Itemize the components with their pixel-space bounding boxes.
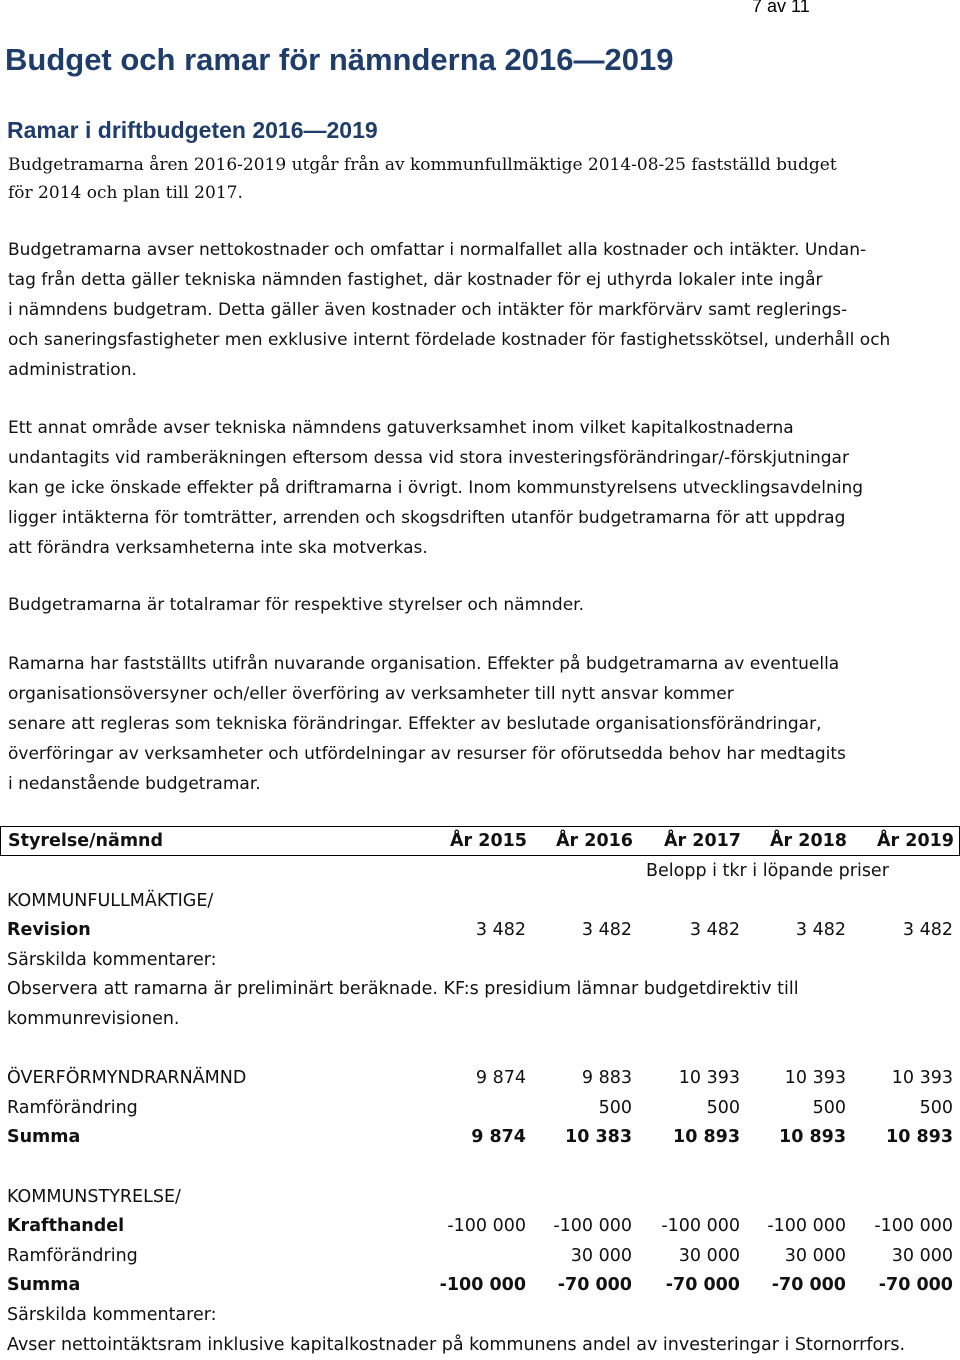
table-cell: -100 000: [439, 1275, 526, 1296]
table-row: [0, 945, 960, 975]
table-cell: 500: [812, 1097, 846, 1118]
intro-line: för 2014 och plan till 2017.: [8, 183, 243, 203]
table-cell: -70 000: [771, 1275, 846, 1296]
header-year: År 2018: [770, 831, 847, 851]
table-cell: 10 383: [565, 1127, 632, 1148]
body-paragraph-gatu: [8, 413, 953, 563]
table-row: [0, 1211, 960, 1241]
table-cell: -100 000: [767, 1216, 846, 1237]
paragraph-line: undantagits vid ramberäkningen eftersom dessa vid stora investeringsförändringar/-förskjutningar: [8, 448, 849, 468]
table-cell: 9 874: [475, 1068, 526, 1089]
table-note-row: [0, 856, 960, 886]
table-cell: -70 000: [878, 1275, 953, 1296]
comment-line: Avser nettointäktsram inklusive kapitalkostnader på kommunens andel av investeringar i Stornorrfors.: [7, 1334, 906, 1355]
paragraph-line: kan ge icke önskade effekter på driftramarna i övrigt. Inom kommunstyrelsens utvecklingsavdelning: [8, 478, 864, 498]
page-title: Budget och ramar för nämnderna 2016—2019: [5, 42, 674, 77]
table-cell: -100 000: [874, 1216, 953, 1237]
table-cell: 9 874: [471, 1127, 526, 1148]
body-paragraph-totalramar: [8, 590, 953, 620]
table-cell: -70 000: [665, 1275, 740, 1296]
table-cell: 30 000: [784, 1245, 846, 1266]
intro-line: Budgetramarna åren 2016-2019 utgår från av kommunfullmäktige 2014-08-25 fastställd budget: [8, 155, 837, 175]
table-header: [0, 826, 960, 856]
comment-line: Observera att ramarna är preliminärt beräknade. KF:s presidium lämnar budgetdirektiv till: [7, 979, 799, 1000]
table-row: [0, 1330, 960, 1360]
table-cell: 10 393: [891, 1068, 953, 1089]
table-cell: 500: [706, 1097, 740, 1118]
table-cell: -100 000: [447, 1216, 526, 1237]
table-cell: 3 482: [689, 920, 740, 941]
table-cell: -70 000: [557, 1275, 632, 1296]
header-name: Styrelse/nämnd: [8, 831, 164, 851]
row-label: ÖVERFÖRMYNDRARNÄMND: [7, 1068, 247, 1089]
paragraph-line: administration.: [8, 360, 137, 380]
budget-table: [0, 826, 960, 1359]
paragraph-line: i nedanstående budgetramar.: [8, 774, 261, 794]
paragraph-line: överföringar av verksamheter och utfördelningar av resurser för oförutsedda behov har medtagits: [8, 744, 846, 764]
table-cell: -100 000: [553, 1216, 632, 1237]
paragraph-line: Budgetramarna avser nettokostnader och omfattar i normalfallet alla kostnader och intäkter. Undan-: [8, 240, 867, 260]
table-cell: -100 000: [661, 1216, 740, 1237]
table-row: [0, 1063, 960, 1093]
table-cell: 30 000: [891, 1245, 953, 1266]
amount-note: Belopp i tkr i löpande priser: [646, 861, 889, 881]
header-year: År 2019: [877, 831, 954, 851]
comment-label: Särskilda kommentarer:: [7, 1304, 217, 1325]
row-label: Revision: [7, 920, 91, 941]
table-cell: 30 000: [678, 1245, 740, 1266]
table-cell: 3 482: [795, 920, 846, 941]
paragraph-line: Budgetramarna är totalramar för respektive styrelser och nämnder.: [8, 595, 585, 615]
header-year: År 2016: [556, 831, 633, 851]
table-row: [0, 1093, 960, 1123]
comment-label: Särskilda kommentarer:: [7, 949, 217, 970]
paragraph-line: Ett annat område avser tekniska nämndens gatuverksamhet inom vilket kapitalkostnaderna: [8, 418, 794, 438]
table-row: [0, 915, 960, 945]
row-label: Summa: [7, 1275, 81, 1296]
table-cell: 30 000: [570, 1245, 632, 1266]
paragraph-line: senare att regleras som tekniska förändringar. Effekter av beslutade organisationsförändringar,: [8, 714, 822, 734]
paragraph-line: Ramarna har fastställts utifrån nuvarande organisation. Effekter på budgetramarna av eventuella: [8, 654, 840, 674]
table-row: [0, 974, 960, 1004]
table-cell: 3 482: [475, 920, 526, 941]
row-spacer: [0, 1034, 960, 1064]
kf-heading: KOMMUNFULLMÄKTIGE/: [7, 890, 214, 911]
body-paragraph-organisation: [8, 649, 953, 799]
paragraph-line: och saneringsfastigheter men exklusive internt fördelade kostnader för fastighetsskötsel, underhåll och: [8, 330, 891, 350]
table-row: [0, 1004, 960, 1034]
paragraph-line: tag från detta gäller tekniska nämnden fastighet, där kostnader för ej uthyrda lokaler inte ingår: [8, 270, 823, 290]
table-row-sum: [0, 1122, 960, 1152]
row-spacer: [0, 1152, 960, 1182]
section-title: Ramar i driftbudgeten 2016—2019: [7, 117, 378, 143]
table-cell: 10 393: [678, 1068, 740, 1089]
row-label: Summa: [7, 1127, 81, 1148]
table-row: [0, 1300, 960, 1330]
table-cell: 10 893: [673, 1127, 740, 1148]
body-paragraph-scope: [8, 235, 953, 385]
row-label: Krafthandel: [7, 1216, 125, 1237]
table-cell: 10 893: [779, 1127, 846, 1148]
page-number: 7 av 11: [752, 0, 810, 16]
header-year: År 2015: [450, 831, 527, 851]
table-row: [0, 886, 960, 916]
paragraph-line: organisationsöversyner och/eller överföring av verksamheter till nytt ansvar kommer: [8, 684, 734, 704]
paragraph-line: i nämndens budgetram. Detta gäller även kostnader och intäkter för markförvärv samt reglerings-: [8, 300, 848, 320]
intro-paragraph: [8, 151, 908, 207]
ks-heading: KOMMUNSTYRELSE/: [7, 1186, 181, 1207]
row-label: Ramförändring: [7, 1245, 138, 1266]
table-cell: 10 893: [886, 1127, 953, 1148]
table-cell: 9 883: [581, 1068, 632, 1089]
table-row: [0, 1241, 960, 1271]
table-cell: 3 482: [581, 920, 632, 941]
paragraph-line: ligger intäkterna för tomträtter, arrenden och skogsdriften utanför budgetramarna för att uppdrag: [8, 508, 846, 528]
table-cell: 10 393: [784, 1068, 846, 1089]
comment-line: kommunrevisionen.: [7, 1008, 180, 1029]
table-row: [0, 1182, 960, 1212]
header-year: År 2017: [664, 831, 741, 851]
table-row-sum: [0, 1270, 960, 1300]
row-label: Ramförändring: [7, 1097, 138, 1118]
table-cell: 500: [598, 1097, 632, 1118]
table-cell: 500: [919, 1097, 953, 1118]
paragraph-line: att förändra verksamheterna inte ska motverkas.: [8, 538, 428, 558]
table-cell: 3 482: [902, 920, 953, 941]
